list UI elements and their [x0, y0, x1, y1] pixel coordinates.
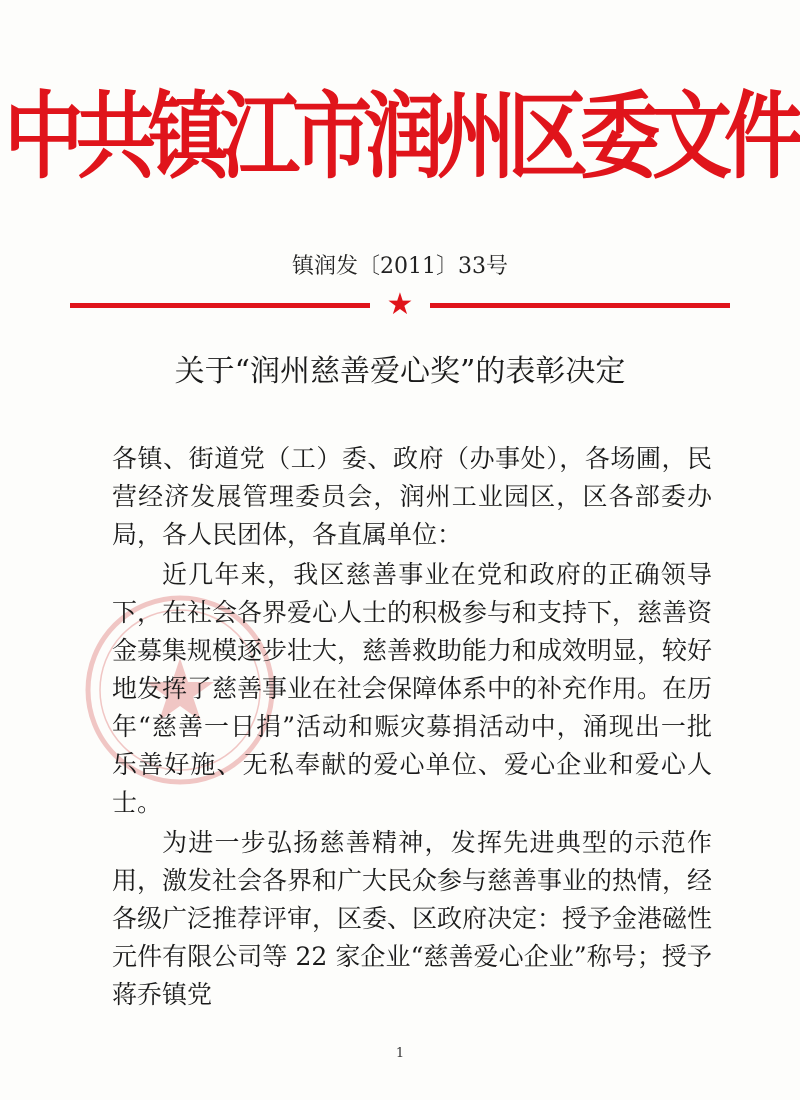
document-number: 镇润发〔2011〕33号 — [292, 254, 508, 279]
body-paragraph-1: 近几年来，我区慈善事业在党和政府的正确领导下，在社会各界爱心人士的积极参与和支持下，慈善资金募集规模逐步壮大，慈善救助能力和成效明显，较好地发挥了慈善事业在社会保障体系中的补充作用。在历年“慈善一日捐”活动和赈灾募捐活动中，涌现出一批乐善好施、无私奉献的爱心单位、爱心企业和爱心人士。 — [112, 560, 713, 817]
document-title: 关于“润州慈善爱心奖”的表彰决定 — [174, 354, 626, 389]
body-paragraph-2: 为进一步弘扬慈善精神，发挥先进典型的示范作用，激发社会各界和广大民众参与慈善事业的热情，经各级广泛推荐评审，区委、区政府决定：授予金港磁性元件有限公司等 22 家企业“慈善爱心企业”称号；授予蒋乔镇党 — [112, 828, 713, 1009]
masthead-title: 中共镇江市润州区委文件 — [4, 81, 796, 192]
red-divider — [70, 287, 730, 322]
divider-bar-left — [70, 303, 370, 308]
page-number: 1 — [395, 1046, 405, 1061]
star-icon: ★ — [386, 287, 414, 322]
document-body — [112, 440, 712, 1014]
divider-bar-right — [430, 303, 730, 308]
recipients-paragraph: 各镇、街道党（工）委、政府（办事处），各场圃，民营经济发展管理委员会，润州工业园区，区各部委办局，各人民团体，各直属单位： — [112, 444, 712, 549]
